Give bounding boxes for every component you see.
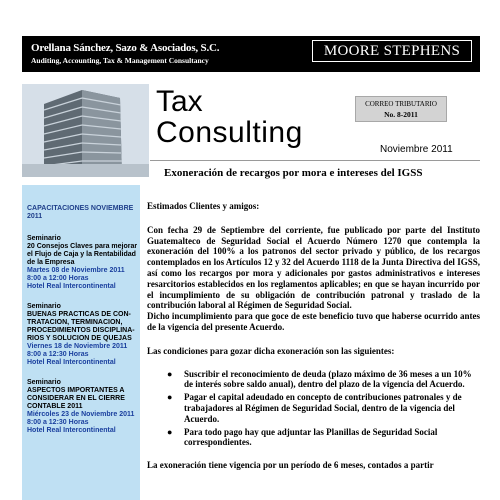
seminar-topic: 20 Consejos Claves para mejorar el Flujo de Caja y la Rentabilidad de la Empresa: [27, 243, 138, 266]
divider: [150, 160, 480, 161]
seminar-time: 8:00 a 12:30 Horas: [27, 351, 89, 358]
firm-tagline: Auditing, Accounting, Tax & Management Consultancy: [31, 56, 209, 65]
section-title: Exoneración de recargos por mora e intereses del IGSS: [164, 167, 423, 179]
seminar-label: Seminario: [27, 303, 61, 310]
paragraph-2: Dicho incumplimiento para que goce de este beneficio tuvo que haberse ocurrido antes de la vigencia del presente Acuerdo.: [147, 311, 480, 332]
title-consulting: Consulting: [156, 116, 303, 149]
seminar-label: Seminario: [27, 235, 61, 242]
condition-text: Pagar el capital adeudado en concepto de contribuciones patronales y de trabajadores al Régimen de Seguridad Social, dentro de la vigencia del Acuerdo.: [184, 392, 462, 424]
issue-date: Noviembre 2011: [380, 144, 453, 155]
seminar-date: Miércoles 23 de Noviembre 2011: [27, 411, 135, 418]
paragraph-1: Con fecha 29 de Septiembre del corriente, fue publicado por parte del Instituto Guatemalteco de Seguridad Social el Acuerdo Número 1270 que contempla la exoneración del 100% a los patronos del sector privado y público, de los recargos contemplados en los Artículos 12 y 32 del Acuerdo 1118 de la Junta Directiva del IGSS, así como los recargos por mora y adicionales por gastos administrativos e intereses resarcitorios establecidos en los reglamentos aplicables; en que se hayan incurrido por el incumplimiento de su obligación de contribución patronal y traslado de la contribución laboral al Régimen de Seguridad Social.: [147, 224, 480, 311]
seminar-date: Viernes 18 de Noviembre 2011: [27, 343, 128, 350]
article-body: [147, 201, 480, 471]
sidebar-title: CAPACITACIONES NOVIEMBRE 2011: [27, 205, 134, 220]
training-sidebar: [22, 185, 140, 500]
seminar-item: [27, 303, 140, 367]
list-item: [167, 369, 480, 391]
seminar-venue: Hotel Real Intercontinental: [27, 283, 116, 290]
bullet-icon: ●: [167, 392, 173, 403]
seminar-date: Martes 08 de Noviembre 2011: [27, 267, 125, 274]
seminar-venue: Hotel Real Intercontinental: [27, 427, 116, 434]
condition-text: Para todo pago hay que adjuntar las Planillas de Seguridad Social correspondientes.: [184, 426, 438, 448]
firm-name: Orellana Sánchez, Sazo & Asociados, S.C.: [31, 42, 220, 54]
condition-text: Suscribir el reconocimiento de deuda (plazo máximo de 36 meses a un 10% de interés sobre saldo anual), dentro del plazo de la vigencia del Acuerdo.: [184, 368, 472, 390]
title-tax: Tax: [156, 85, 203, 118]
seminar-time: 8:00 a 12:30 Horas: [27, 419, 89, 426]
seminar-topic: BUENAS PRACTICAS DE CON-TRATACION, TERMINACION, PROCEDIMIENTOS DISCIPLINA-RIOS Y SOLUCION DE QUEJAS: [27, 311, 135, 342]
building-photo: [22, 84, 149, 177]
list-item: [167, 427, 480, 449]
seminar-item: [27, 235, 140, 291]
seminar-topic: ASPECTOS IMPORTANTES A CONSIDERAR EN EL CIERRE CONTABLE 2011: [27, 387, 125, 410]
greeting: Estimados Clientes y amigos:: [147, 201, 260, 211]
issue-number: No. 8-2011: [384, 110, 418, 119]
issue-title: CORREO TRIBUTARIO: [365, 100, 437, 108]
brand-logo: MOORE STEPHENS: [312, 40, 472, 62]
seminar-venue: Hotel Real Intercontinental: [27, 359, 116, 366]
conditions-list: [167, 369, 480, 449]
final-paragraph: La exoneración tiene vigencia por un período de 6 meses, contados a partir: [147, 460, 434, 471]
conditions-intro: Las condiciones para gozar dicha exoneración son las siguientes:: [147, 345, 395, 356]
bullet-icon: ●: [167, 426, 173, 437]
seminar-time: 8:00 a 12:00 Horas: [27, 275, 89, 282]
seminar-label: Seminario: [27, 379, 61, 386]
list-item: [167, 392, 480, 424]
issue-box: [355, 96, 447, 122]
seminar-item: [27, 379, 140, 435]
bullet-icon: ●: [167, 368, 173, 379]
